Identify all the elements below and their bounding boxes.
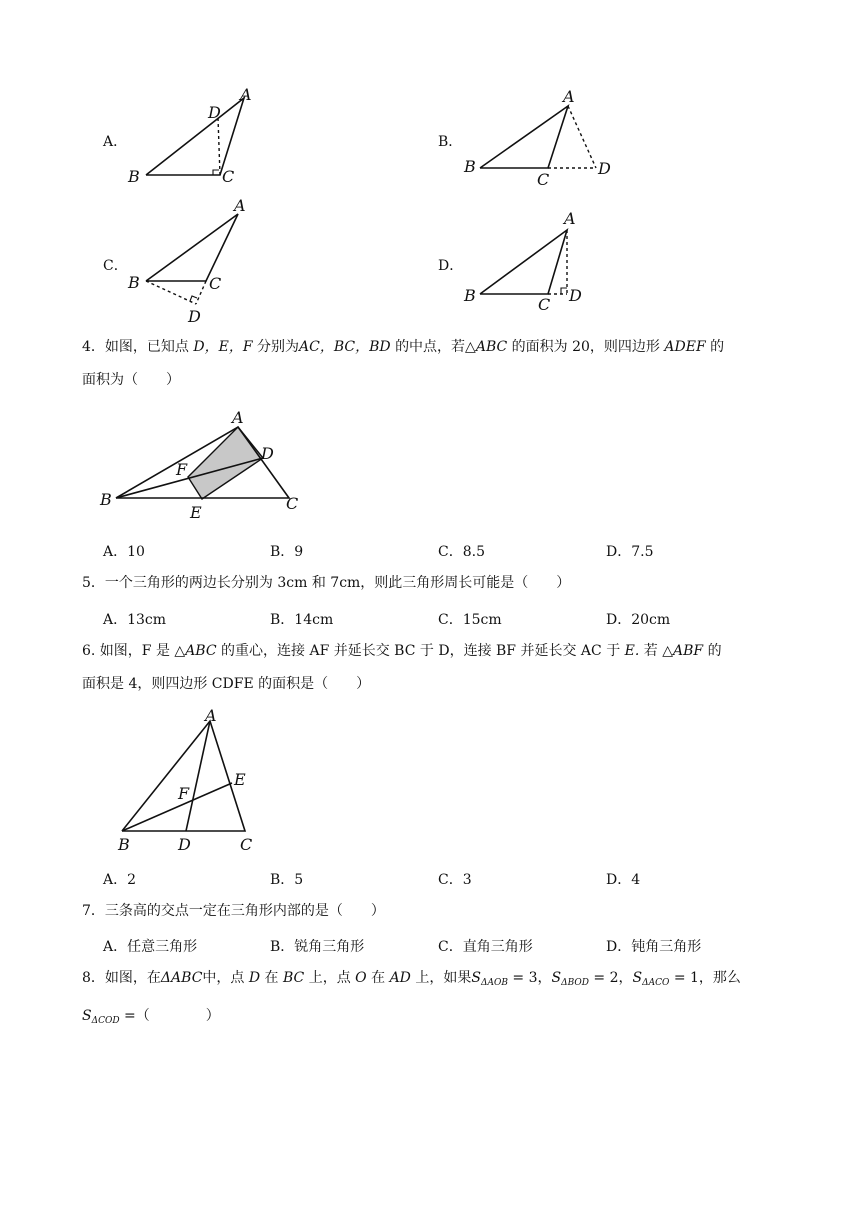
label-d: D: [598, 159, 611, 178]
label-c: C: [286, 494, 299, 513]
q6-option-d[interactable]: D．4: [606, 872, 641, 888]
label-a: A: [232, 408, 244, 427]
question-4-figure: [96, 405, 316, 525]
label-a: A: [234, 196, 246, 215]
q4-option-a[interactable]: A．10: [103, 544, 145, 560]
q7-option-d[interactable]: D．钝角三角形: [606, 939, 702, 955]
label-a: A: [564, 209, 576, 228]
label-c: C: [209, 274, 222, 293]
label-c: C: [222, 167, 235, 186]
label-d: D: [261, 444, 274, 463]
altitude-dashed: [218, 118, 220, 175]
label-c: C: [537, 170, 550, 189]
label-b: B: [118, 835, 130, 854]
shaded-quadrilateral-adef: [188, 427, 263, 499]
altitude-dashed: [568, 106, 596, 168]
q3-option-b-figure: [460, 88, 620, 188]
label-b: B: [464, 286, 476, 305]
label-b: B: [128, 167, 140, 186]
question-8-text: 8．如图，在ΔABC中，点 D 在 BC 上，点 O 在 AD 上，如果$S_{\Delta AOB} = 3$，$S_{\Delta BOD} = 2$，$S_{\Delta ACO} = 1$，那么 $S_{\Delta COD}$ =（ ）: [82, 970, 741, 1026]
q7-option-b[interactable]: B．锐角三角形: [270, 939, 365, 955]
q6-option-b[interactable]: B．5: [270, 872, 304, 888]
q5-option-d[interactable]: D．20cm: [606, 612, 671, 628]
question-7-text: 7．三条高的交点一定在三角形内部的是（ ）: [82, 903, 385, 919]
q4-option-c[interactable]: C．8.5: [438, 544, 485, 560]
q3-option-d-label[interactable]: D．: [438, 258, 464, 274]
q3-option-a-figure: [120, 85, 260, 188]
q6-option-a[interactable]: A．2: [103, 872, 137, 888]
q3-option-d-figure: [460, 206, 620, 316]
label-b: B: [464, 157, 476, 176]
triangle-abc: [146, 98, 244, 175]
label-a: A: [563, 87, 575, 106]
q4-option-d[interactable]: D．7.5: [606, 544, 654, 560]
label-a: A: [240, 85, 252, 104]
segment-be: [122, 783, 232, 831]
q3-option-c-label[interactable]: C．: [103, 258, 128, 274]
question-6-text: 6. 如图，F 是 △ABC 的重心，连接 AF 并延长交 BC 于 D，连接 BF 并延长交 AC 于 E. 若 △ABF 的 面积是 4，则四边形 CDFE 的面积是（ ）: [82, 643, 722, 692]
triangle-abc: [480, 106, 568, 168]
q5-option-a[interactable]: A．13cm: [103, 612, 167, 628]
altitude-dashed: [146, 281, 196, 304]
label-d: D: [188, 307, 201, 326]
question-6-figure: [110, 705, 270, 855]
label-f: F: [176, 460, 188, 479]
q7-option-a[interactable]: A．任意三角形: [103, 939, 198, 955]
label-f: F: [178, 784, 190, 803]
label-c: C: [240, 835, 253, 854]
q3-option-a-label[interactable]: A．: [103, 134, 128, 150]
triangle-abc: [480, 230, 567, 294]
q5-option-b[interactable]: B．14cm: [270, 612, 334, 628]
question-5-text: 5．一个三角形的两边长分别为 3cm 和 7cm，则此三角形周长可能是（ ）: [82, 575, 571, 591]
segment-bd: [116, 458, 263, 498]
triangle-abc: [122, 721, 245, 831]
segment-ad: [186, 721, 210, 831]
label-e: E: [234, 770, 246, 789]
label-d: D: [178, 835, 191, 854]
label-a: A: [205, 706, 217, 725]
label-b: B: [128, 273, 140, 292]
q3-option-c-figure: [120, 194, 280, 324]
label-e: E: [190, 503, 202, 522]
q5-option-c[interactable]: C．15cm: [438, 612, 502, 628]
label-d: D: [208, 103, 221, 122]
right-angle-mark: [561, 288, 567, 294]
q4-option-b[interactable]: B．9: [270, 544, 304, 560]
right-angle-mark: [190, 296, 197, 301]
q7-option-c[interactable]: C．直角三角形: [438, 939, 533, 955]
label-d: D: [569, 286, 582, 305]
question-4-text: 4．如图，已知点 D，E，F 分别为AC，BC，BD 的中点，若△ABC 的面积为 20，则四边形 ADEF 的 面积为（ ）: [82, 339, 725, 388]
label-b: B: [100, 490, 112, 509]
label-c: C: [538, 295, 551, 314]
extension-dashed: [196, 281, 206, 304]
triangle-abc: [146, 214, 238, 281]
q6-option-c[interactable]: C．3: [438, 872, 472, 888]
q3-option-b-label[interactable]: B．: [438, 134, 463, 150]
